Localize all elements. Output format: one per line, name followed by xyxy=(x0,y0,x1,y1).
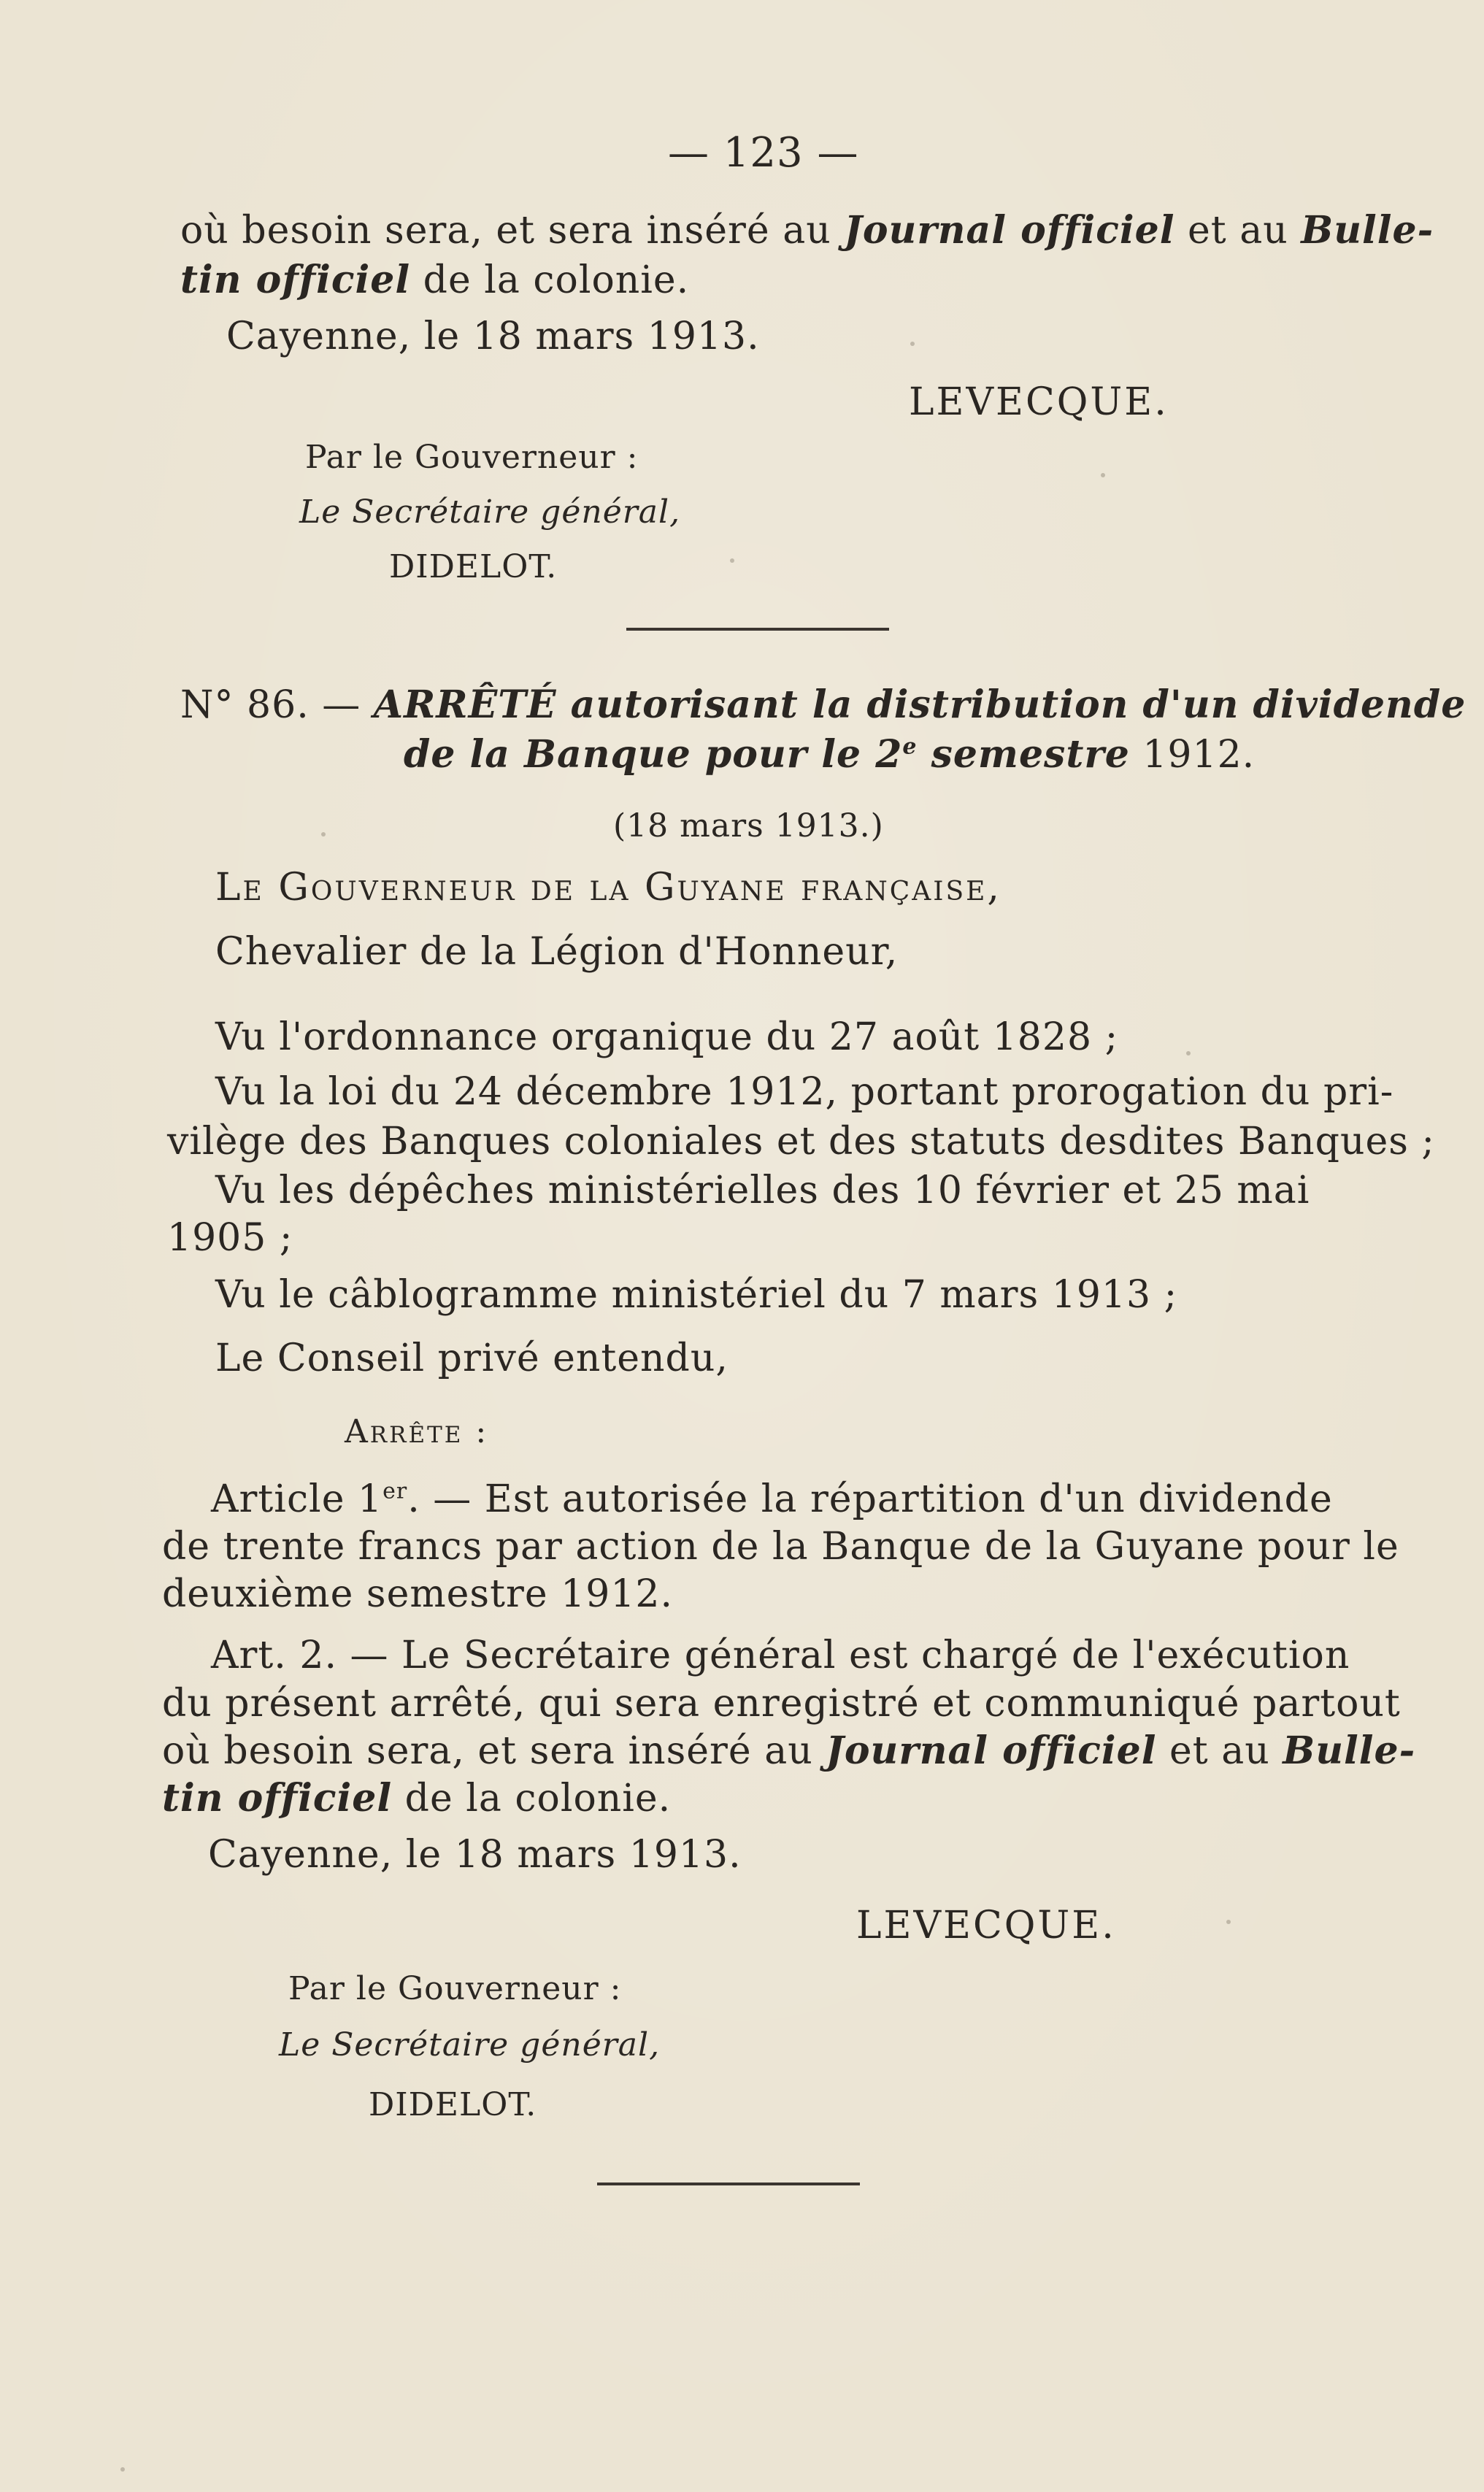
scan-speck xyxy=(120,2467,125,2472)
arrete-number: N° 86. — xyxy=(180,683,374,727)
text-span: et au xyxy=(1156,1729,1283,1773)
conseil-line: Le Conseil privé entendu, xyxy=(215,1337,728,1380)
page-number: — 123 — xyxy=(668,129,859,177)
superscript: e xyxy=(902,734,918,760)
text-span: de la colonie. xyxy=(410,258,690,302)
text-span-italic: tin officiel xyxy=(162,1776,393,1820)
secretaire-general: Le Secrétaire général, xyxy=(279,2026,661,2064)
text-span: 1912. xyxy=(1129,733,1256,777)
text-span-italic: Journal officiel xyxy=(826,1728,1157,1773)
text-line xyxy=(180,208,1434,253)
par-le-gouverneur: Par le Gouverneur : xyxy=(305,439,639,476)
text-span: et au xyxy=(1174,209,1302,253)
par-le-gouverneur: Par le Gouverneur : xyxy=(288,1970,622,2007)
text-span: où besoin sera, et sera inséré au xyxy=(180,209,845,253)
scan-speck xyxy=(321,832,326,837)
article-line xyxy=(162,1728,1416,1773)
text-line xyxy=(180,258,690,302)
didelot-signature: DIDELOT. xyxy=(369,2086,537,2123)
signature: LEVECQUE. xyxy=(856,1904,1116,1947)
scan-speck xyxy=(910,342,915,346)
vu-line: 1905 ; xyxy=(167,1216,293,1260)
article-line: de trente francs par action de la Banque de la Guyane pour le xyxy=(162,1525,1399,1569)
scan-speck xyxy=(1186,1051,1191,1055)
text-span-italic: Journal officiel xyxy=(844,208,1175,253)
date-line: Cayenne, le 18 mars 1913. xyxy=(226,315,760,358)
article-line: Art. 2. — Le Secrétaire général est chargé de l'exécution xyxy=(211,1634,1350,1677)
separator-rule xyxy=(597,2183,860,2185)
gouverneur-line: Le Gouverneur de la Guyane française, xyxy=(215,866,1001,909)
vu-line: Vu la loi du 24 décembre 1912, portant prorogation du pri- xyxy=(215,1070,1394,1114)
scan-speck xyxy=(730,558,734,563)
text-span: Article 1 xyxy=(211,1477,383,1521)
date-line: Cayenne, le 18 mars 1913. xyxy=(208,1833,742,1877)
text-span: où besoin sera, et sera inséré au xyxy=(162,1729,826,1773)
text-span-italic: tin officiel xyxy=(180,258,411,302)
scan-speck xyxy=(1101,473,1105,477)
vu-line: Vu les dépêches ministérielles des 10 février et 25 mai xyxy=(215,1169,1310,1212)
arrete-date: (18 mars 1913.) xyxy=(613,807,884,845)
arrete-title-line2 xyxy=(404,732,1256,777)
text-span-italic: Bulle- xyxy=(1301,208,1434,253)
scan-speck xyxy=(1226,1920,1231,1924)
text-span: semestre xyxy=(917,732,1130,777)
text-span-italic: Bulle- xyxy=(1283,1728,1416,1773)
arrete-title-line1 xyxy=(180,682,1466,727)
article-line xyxy=(162,1776,672,1820)
arrete-title: ARRÊTÉ autorisant la distribution d'un dividende xyxy=(373,682,1466,727)
vu-line: Vu l'ordonnance organique du 27 août 1828 ; xyxy=(215,1015,1119,1059)
arrete-heading: Arrête : xyxy=(345,1413,489,1450)
text-span: de la colonie. xyxy=(392,1777,672,1820)
didelot-signature: DIDELOT. xyxy=(389,548,558,585)
article-line: du présent arrêté, qui sera enregistré et communiqué partout xyxy=(162,1682,1401,1726)
superscript: er xyxy=(382,1478,408,1504)
chevalier-line: Chevalier de la Légion d'Honneur, xyxy=(215,930,899,974)
article-line: deuxième semestre 1912. xyxy=(162,1572,674,1616)
vu-line: Vu le câblogramme ministériel du 7 mars 1913 ; xyxy=(215,1273,1178,1317)
separator-rule xyxy=(626,628,889,631)
article-line xyxy=(211,1477,1333,1521)
vu-line: vilège des Banques coloniales et des statuts desdites Banques ; xyxy=(167,1120,1435,1164)
signature: LEVECQUE. xyxy=(909,380,1169,424)
text-span: de la Banque pour le 2 xyxy=(404,732,903,777)
secretaire-general: Le Secrétaire général, xyxy=(299,493,681,531)
text-span: . — Est autorisée la répartition d'un dividende xyxy=(407,1477,1333,1521)
